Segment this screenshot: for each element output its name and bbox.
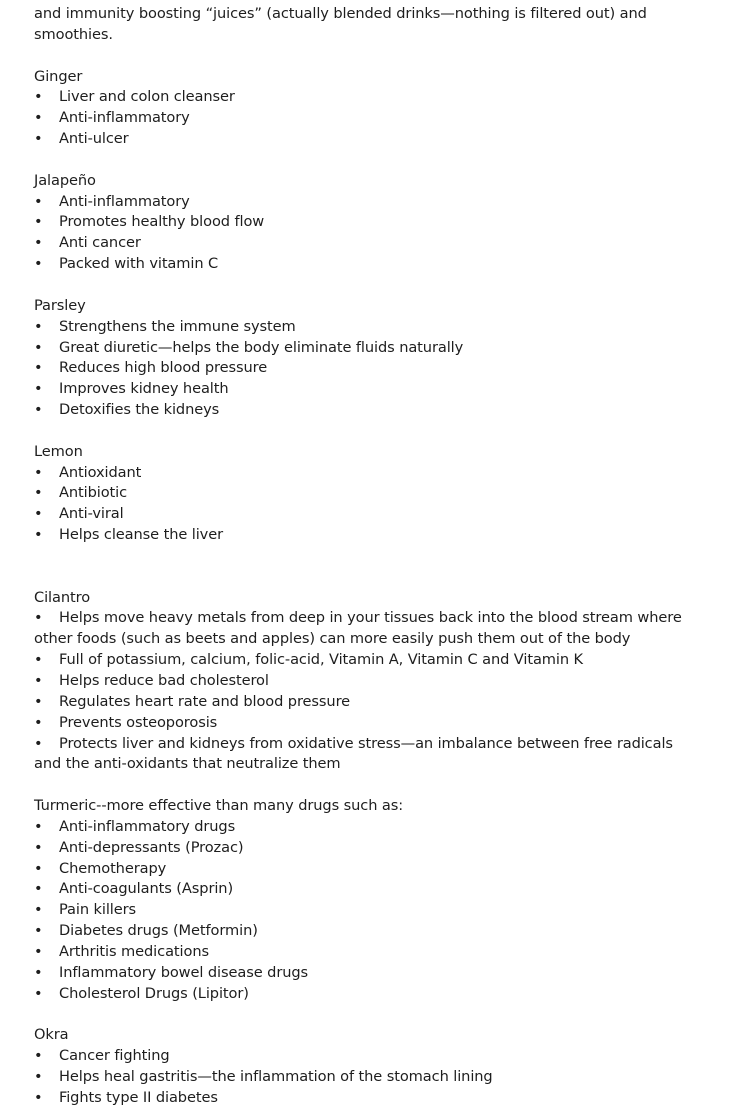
list-item <box>34 879 699 900</box>
section-lemon <box>34 442 699 546</box>
list-item-text: Fights type II diabetes <box>59 1088 218 1106</box>
bullet-icon: • <box>34 109 43 127</box>
list-item-text: Anti-viral <box>59 505 124 523</box>
list-item-text: Protects liver and kidneys from oxidative stress—an imbalance between free radicals and the anti-oxidants that neutralize them <box>34 734 673 773</box>
list-item <box>34 129 699 150</box>
bullet-icon: • <box>34 692 43 710</box>
list-item <box>34 1046 699 1067</box>
section-heading: Ginger <box>34 67 83 85</box>
list-item-text: Helps cleanse the liver <box>59 526 223 544</box>
list-item <box>34 963 699 984</box>
list-item <box>34 254 699 275</box>
bullet-icon: • <box>34 192 43 210</box>
bullet-icon: • <box>34 401 43 419</box>
list-item <box>34 192 699 213</box>
list-item-text: Pain killers <box>59 901 137 919</box>
bullet-icon: • <box>34 838 43 856</box>
list-item <box>34 108 699 129</box>
list-item <box>34 1067 699 1088</box>
bullet-icon: • <box>34 88 43 106</box>
bullet-icon: • <box>34 859 43 877</box>
section-cilantro <box>34 588 699 776</box>
list-item-text: Inflammatory bowel disease drugs <box>59 963 309 981</box>
bullet-icon: • <box>34 880 43 898</box>
list-item <box>34 838 699 859</box>
list-item-text: Prevents osteoporosis <box>59 713 218 731</box>
bullet-icon: • <box>34 963 43 981</box>
list-item-text: Antibiotic <box>59 484 128 502</box>
spacer <box>34 46 699 67</box>
intro-paragraph: and immunity boosting “juices” (actually blended drinks—nothing is filtered out) and smoothies. <box>34 5 647 43</box>
list-item-text: Reduces high blood pressure <box>59 359 268 377</box>
list-item-text: Anti-coagulants (Asprin) <box>59 880 234 898</box>
section-ginger <box>34 67 699 150</box>
list-item-text: Improves kidney health <box>59 380 229 398</box>
list-item <box>34 650 699 671</box>
bullet-icon: • <box>34 484 43 502</box>
bullet-icon: • <box>34 234 43 252</box>
bullet-icon: • <box>34 526 43 544</box>
list-item-text: Chemotherapy <box>59 859 167 877</box>
bullet-icon: • <box>34 713 43 731</box>
spacer <box>34 421 699 442</box>
section-heading: Turmeric--more effective than many drugs such as: <box>34 797 404 815</box>
list-item-text: Helps reduce bad cholesterol <box>59 672 269 689</box>
list-item-text: Detoxifies the kidneys <box>59 401 220 419</box>
list-item-text: Packed with vitamin C <box>59 255 219 273</box>
bullet-icon: • <box>34 505 43 523</box>
bullet-icon: • <box>34 1047 43 1065</box>
list-item <box>34 504 699 525</box>
list-item-text: Promotes healthy blood flow <box>59 213 265 231</box>
list-item-text: Great diuretic—helps the body eliminate fluids naturally <box>59 338 464 356</box>
document-body <box>34 4 699 1109</box>
list-item <box>34 400 699 421</box>
list-item <box>34 713 699 734</box>
bullet-icon: • <box>34 942 43 960</box>
list-item-text: Full of potassium, calcium, folic-acid, Vitamin A, Vitamin C and Vitamin K <box>59 651 584 669</box>
section-turmeric <box>34 796 699 1004</box>
list-item-text: Helps move heavy metals from deep in your tissues back into the blood stream where other foods (such as beets and apples) can more easily push them out of the body <box>34 609 682 648</box>
bullet-icon: • <box>34 255 43 273</box>
list-item <box>34 379 699 400</box>
list-item <box>34 692 699 713</box>
bullet-icon: • <box>34 130 43 148</box>
list-item-text: Diabetes drugs (Metformin) <box>59 922 258 940</box>
list-item <box>34 921 699 942</box>
list-item <box>34 984 699 1005</box>
bullet-icon: • <box>34 463 43 481</box>
spacer <box>34 775 699 796</box>
list-item <box>34 859 699 880</box>
list-item-text: Helps heal gastritis—the inflammation of the stomach lining <box>59 1068 493 1086</box>
section-heading: Parsley <box>34 296 86 314</box>
list-item-text: Liver and colon cleanser <box>59 88 235 106</box>
section-jalapeño <box>34 171 699 275</box>
bullet-icon: • <box>34 922 43 940</box>
list-item <box>34 233 699 254</box>
bullet-icon: • <box>34 609 43 627</box>
list-item <box>34 1088 699 1109</box>
list-item-text: Cancer fighting <box>59 1047 170 1065</box>
section-okra <box>34 1025 699 1108</box>
list-item <box>34 734 699 776</box>
bullet-icon: • <box>34 317 43 335</box>
list-item-text: Cholesterol Drugs (Lipitor) <box>59 984 249 1002</box>
bullet-icon: • <box>34 213 43 231</box>
list-item-text: Anti-ulcer <box>59 130 129 148</box>
list-item-text: Strengthens the immune system <box>59 317 296 335</box>
list-item-text: Anti-depressants (Prozac) <box>59 838 244 856</box>
list-item-text: Anti-inflammatory <box>59 192 190 210</box>
bullet-icon: • <box>34 734 43 752</box>
section-heading: Cilantro <box>34 588 91 606</box>
bullet-icon: • <box>34 984 43 1002</box>
spacer <box>34 150 699 171</box>
list-item-text: Anti-inflammatory <box>59 109 190 127</box>
section-parsley <box>34 296 699 421</box>
section-heading: Okra <box>34 1026 69 1044</box>
list-item-text: Antioxidant <box>59 463 142 481</box>
list-item-text: Anti cancer <box>59 234 141 252</box>
list-item-text: Regulates heart rate and blood pressure <box>59 692 351 710</box>
bullet-icon: • <box>34 338 43 356</box>
bullet-icon: • <box>34 380 43 398</box>
section-heading: Lemon <box>34 442 83 460</box>
list-item <box>34 942 699 963</box>
list-item <box>34 483 699 504</box>
list-item <box>34 525 699 546</box>
list-item <box>34 900 699 921</box>
bullet-icon: • <box>34 1068 43 1086</box>
list-item-text: Arthritis medications <box>59 942 209 960</box>
spacer <box>34 1005 699 1026</box>
section-heading: Jalapeño <box>34 171 96 189</box>
list-item <box>34 463 699 484</box>
bullet-icon: • <box>34 651 43 669</box>
list-item <box>34 671 699 692</box>
bullet-icon: • <box>34 901 43 919</box>
bullet-icon: • <box>34 817 43 835</box>
list-item <box>34 338 699 359</box>
list-item <box>34 87 699 108</box>
bullet-icon: • <box>34 1088 43 1106</box>
list-item-text: Anti-inflammatory drugs <box>59 817 236 835</box>
list-item <box>34 817 699 838</box>
list-item <box>34 608 699 650</box>
bullet-icon: • <box>34 359 43 377</box>
spacer <box>34 546 699 588</box>
bullet-icon: • <box>34 672 43 689</box>
list-item <box>34 317 699 338</box>
list-item <box>34 358 699 379</box>
list-item <box>34 212 699 233</box>
spacer <box>34 275 699 296</box>
